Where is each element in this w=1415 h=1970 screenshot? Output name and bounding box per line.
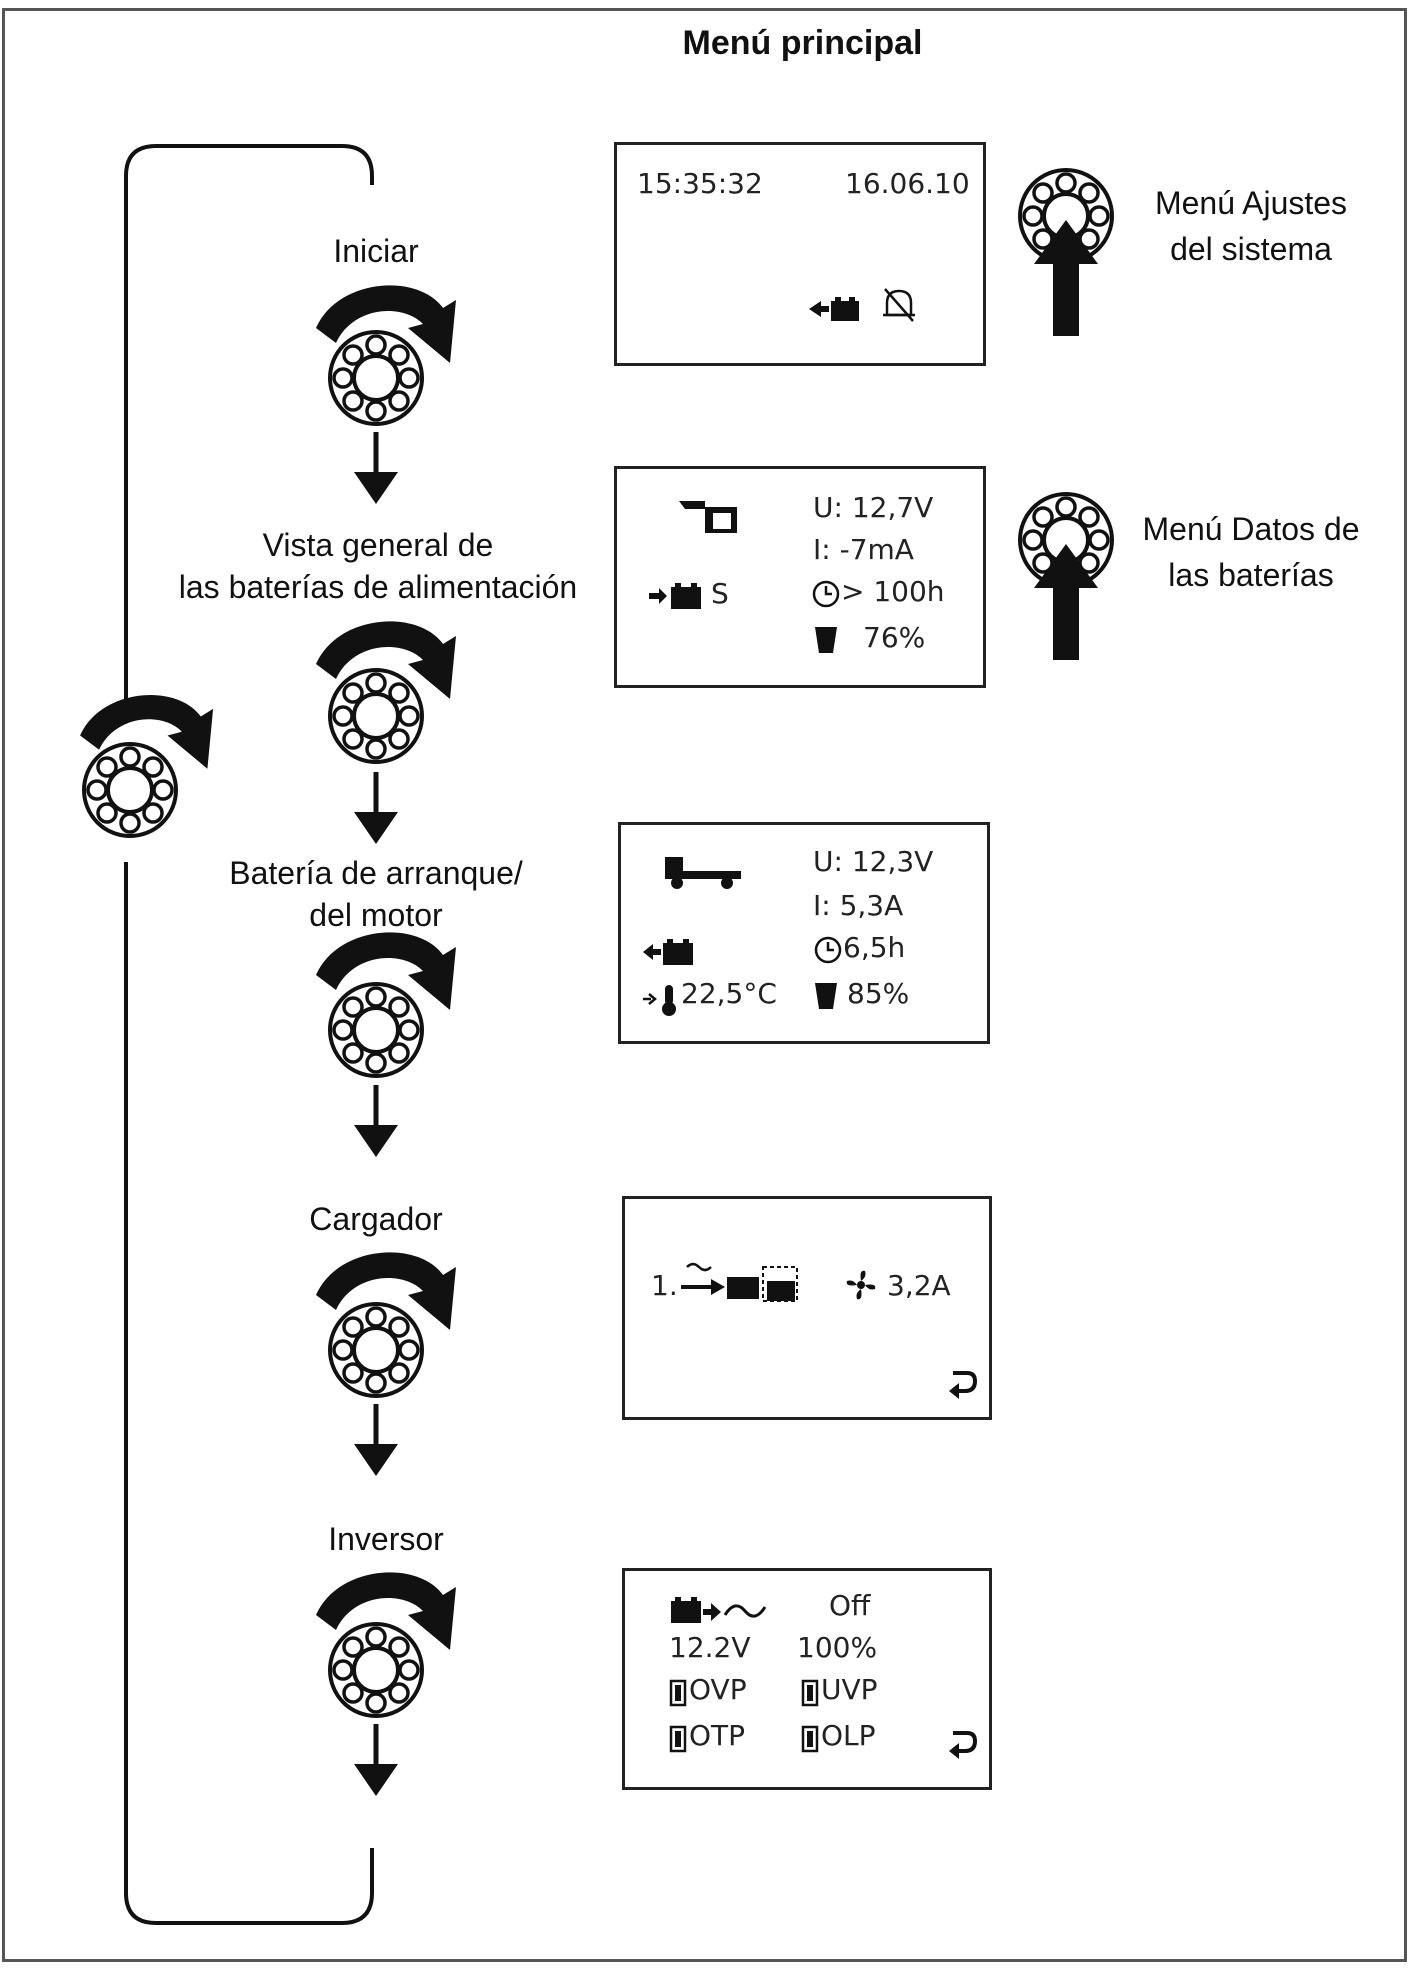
time-remaining: 6,5h	[843, 931, 906, 964]
knob-icon	[330, 1304, 422, 1396]
indicator-icon	[669, 1679, 687, 1707]
step-label-start: Iniciar	[333, 233, 419, 269]
flag-otp: OTP	[689, 1719, 746, 1752]
truck-icon	[661, 849, 745, 893]
state-of-charge: 85%	[847, 977, 910, 1010]
return-icon	[947, 1369, 977, 1399]
charge-stage: 1.	[651, 1269, 678, 1302]
flag-ovp: OVP	[689, 1673, 747, 1706]
current: I: -7mA	[813, 533, 914, 566]
screen-starter-battery	[618, 822, 990, 1044]
step-label-service-battery: Vista general de las baterías de alimentación	[178, 527, 578, 605]
page-title: Menú principal	[682, 24, 923, 62]
screen-charger	[622, 1196, 992, 1420]
inverter-state: Off	[829, 1589, 871, 1622]
voltage: U: 12,7V	[813, 491, 934, 524]
down-arrow-icon	[354, 1404, 398, 1476]
knob-icon	[330, 332, 422, 424]
current: I: 5,3A	[813, 889, 904, 922]
side-menu-battery-data: Menú Datos de las baterías	[1142, 511, 1360, 593]
side-menu-settings: Menú Ajustes del sistema	[1154, 185, 1348, 267]
charge-level-icon	[813, 625, 839, 655]
indicator-icon	[801, 1725, 819, 1753]
return-icon	[947, 1729, 977, 1759]
screen-start	[614, 142, 986, 366]
flag-uvp: UVP	[821, 1673, 878, 1706]
clock-date: 16.06.10	[845, 167, 970, 200]
knob-icon	[330, 1624, 422, 1716]
down-arrow-icon	[354, 772, 398, 844]
indicator-icon	[801, 1679, 819, 1707]
fan-icon	[843, 1267, 879, 1303]
camper-icon	[675, 495, 745, 535]
clock-icon	[813, 935, 843, 965]
clock-time: 15:35:32	[637, 167, 763, 200]
clock-icon	[811, 579, 841, 609]
step-label-starter-battery: Batería de arranque/ del motor	[229, 855, 523, 933]
battery-discharge-icon	[641, 935, 701, 969]
charge-current: 3,2A	[887, 1269, 951, 1302]
thermometer-icon	[641, 981, 681, 1017]
down-arrow-icon	[354, 1724, 398, 1796]
down-arrow-icon	[354, 432, 398, 504]
voltage: U: 12,3V	[813, 845, 934, 878]
knob-icon	[330, 984, 422, 1076]
step-label-inverter: Inversor	[328, 1521, 444, 1557]
time-remaining: > 100h	[841, 575, 945, 608]
inverter-voltage: 12.2V	[669, 1631, 751, 1664]
alarm-off-icon	[879, 283, 919, 327]
battery-charge-icon	[647, 579, 707, 613]
down-arrow-icon	[354, 1085, 398, 1157]
inverter-percent: 100%	[797, 1631, 878, 1664]
step-label-charger: Cargador	[309, 1201, 443, 1237]
return-knob-icon	[84, 744, 176, 836]
flag-olp: OLP	[821, 1719, 876, 1752]
charger-flow-icon	[681, 1259, 811, 1311]
knob-icon	[330, 670, 422, 762]
temperature: 22,5°C	[681, 977, 777, 1010]
screen-service-battery	[614, 466, 986, 688]
state-of-charge: 76%	[863, 621, 926, 654]
charge-level-icon	[813, 981, 839, 1011]
battery-to-ac-icon	[669, 1593, 769, 1629]
screen-inverter	[622, 1568, 992, 1790]
indicator-icon	[669, 1725, 687, 1753]
battery-mode: S	[711, 577, 729, 610]
